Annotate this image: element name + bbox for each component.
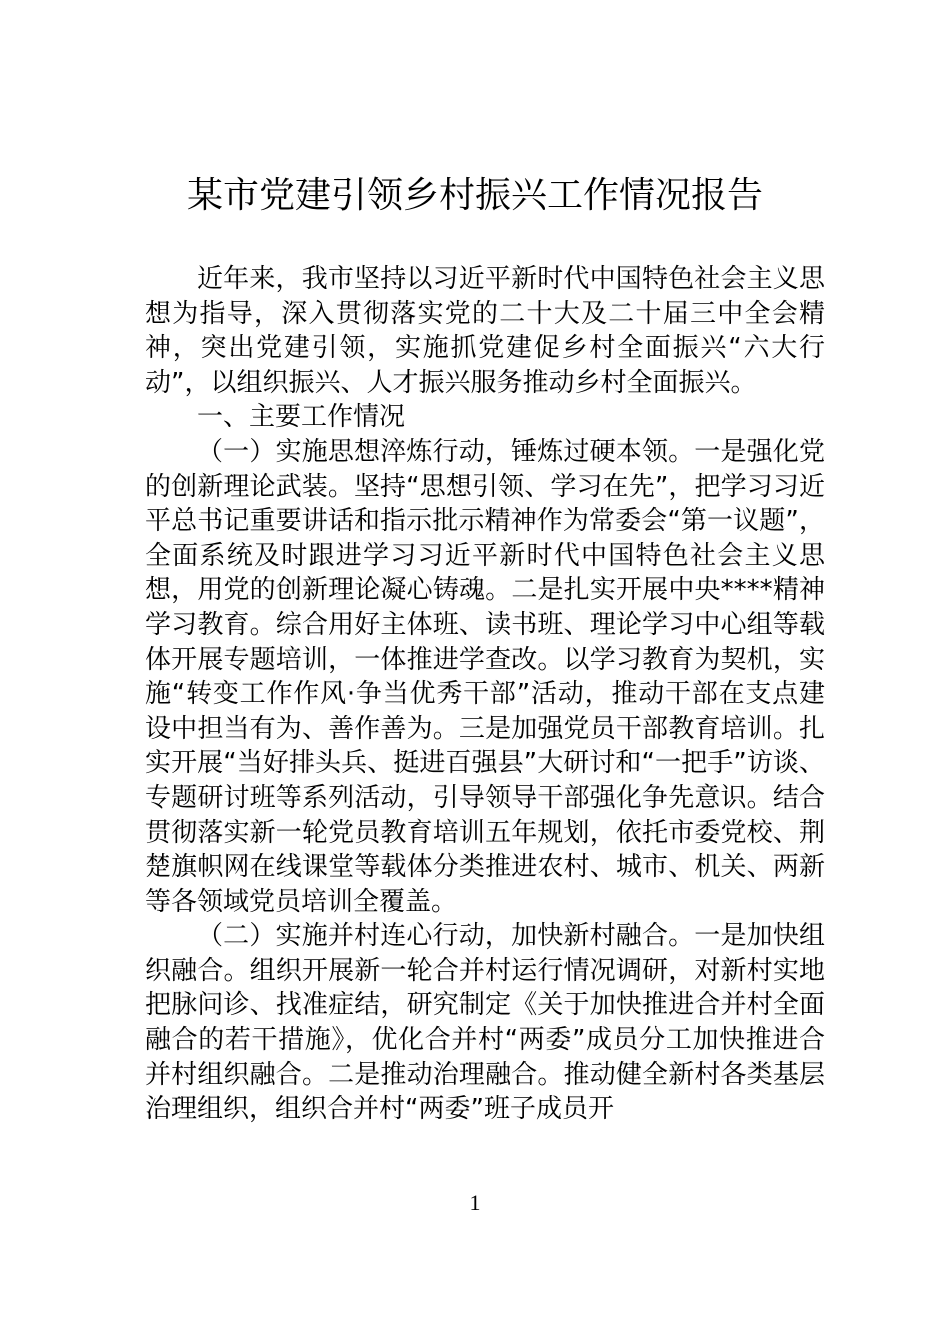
page-number: 1: [469, 1190, 481, 1215]
section-paragraph-1: （一）实施思想淬炼行动，锤炼过硬本领。一是强化党的创新理论武装。坚持“思想引领、学习在先”，把学习习近平总书记重要讲话和指示批示精神作为常委会“第一议题”，全面系统及时跟进学习习近平新时代中国特色社会主义思想，用党的创新理论凝心铸魂。二是扎实开展中央****精神学习教育。综合用好主体班、读书班、理论学习中心组等载体开展专题培训，一体推进学查改。以学习教育为契机，实施“转变工作作风·争当优秀干部”活动，推动干部在支点建设中担当有为、善作善为。三是加强党员干部教育培训。扎实开展“当好排头兵、挺进百强县”大研讨和“一把手”访谈、专题研讨班等系列活动，引导领导干部强化争先意识。结合贯彻落实新一轮党员教育培训五年规划，依托市委党校、荆楚旗帜网在线课堂等载体分类推进农村、城市、机关、两新等各领域党员培训全覆盖。: [145, 436, 825, 917]
section-heading: 一、主要工作情况: [197, 402, 406, 433]
document-title: 某市党建引领乡村振兴工作情况报告: [186, 175, 763, 216]
section-paragraph-2: （二）实施并村连心行动，加快新村融合。一是加快组织融合。组织开展新一轮合并村运行情况调研，对新村实地把脉问诊、找准症结，研究制定《关于加快推进合并村全面融合的若干措施》，优化合并村“两委”成员分工加快推进合并村组织融合。二是推动治理融合。推动健全新村各类基层治理组织，组织合并村“两委”班子成员开: [145, 921, 825, 1125]
document-body: [145, 262, 825, 1127]
intro-paragraph: 近年来，我市坚持以习近平新时代中国特色社会主义思想为指导，深入贯彻落实党的二十大及二十届三中全会精神，突出党建引领，实施抓党建促乡村全面振兴“六大行动”，以组织振兴、人才振兴服务推动乡村全面振兴。: [145, 264, 825, 398]
